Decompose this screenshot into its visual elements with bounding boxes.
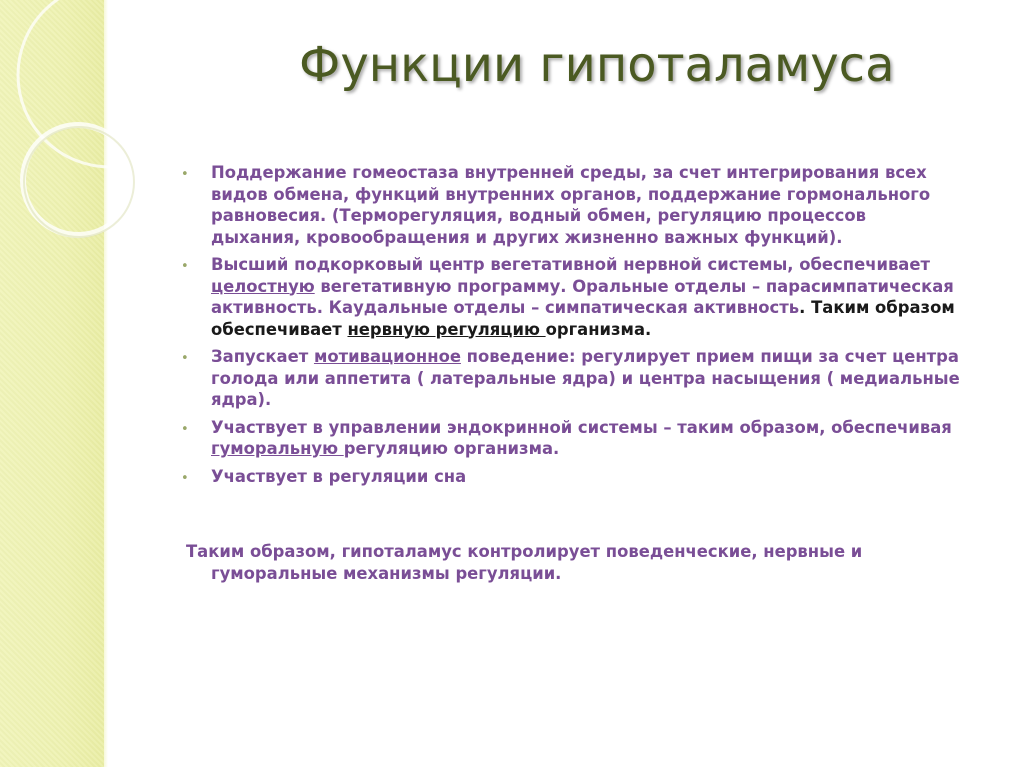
bullet-list [178, 162, 1008, 493]
text-fragment: . [799, 298, 806, 317]
text-line: Поддержание гомеостаза внутренней среды, за счет интегрирования всех [211, 163, 927, 182]
bullet-item-sleep [178, 466, 1008, 488]
decorative-circle-shadow [24, 127, 134, 237]
text-fragment: регуляцию организма. [343, 439, 560, 458]
text-fragment: поведение: регулирует прием пищи за счет центра [460, 347, 959, 366]
text-line: Участвует в управлении эндокринной системы – таким образом, обеспечивая [211, 417, 952, 437]
bullet-marker: • [181, 259, 189, 274]
text-line: Участвует в регуляции сна [211, 466, 467, 486]
text-line: ядра). [211, 390, 272, 409]
bullet-text [211, 417, 1008, 460]
bullet-marker: • [181, 351, 189, 366]
text-line: Таким образом, гипоталамус контролирует поведенческие, нервные и [186, 542, 863, 561]
bullet-item-motivation [178, 346, 1008, 411]
text-fragment: обеспечивает [211, 319, 348, 339]
text-line [211, 319, 1008, 341]
text-fragment: Запускает [211, 347, 314, 366]
conclusion-text [186, 541, 1006, 584]
underlined-term: гуморальную [211, 439, 344, 458]
text-line [211, 438, 1008, 460]
text-line [211, 276, 1008, 298]
text-line [211, 346, 1008, 368]
bullet-marker: • [181, 470, 189, 486]
bullet-marker: • [181, 421, 189, 437]
text-line: видов обмена, функций внутренних органов, поддержание гормонального [211, 184, 931, 204]
text-line: дыхания, кровообращения и других жизненно важных функций). [211, 227, 843, 247]
underlined-term: мотивационное [313, 347, 461, 366]
bullet-text [211, 466, 1008, 488]
decorative-circles [0, 0, 140, 260]
bullet-item-homeostasis [178, 162, 1008, 248]
bullet-text [211, 254, 1008, 340]
text-line: голода или аппетита ( латеральные ядра) и центра насыщения ( медиальные [211, 368, 960, 388]
underlined-term: целостную [211, 276, 315, 296]
text-line: гуморальные механизмы регуляции. [211, 563, 562, 583]
text-fragment: вегетативную программу. Оральные отделы – парасимпатическая [314, 276, 954, 296]
text-fragment: активность. Каудальные отделы – симпатическая активность [211, 298, 800, 317]
text-fragment: организма. [545, 319, 652, 339]
text-line: Высший подкорковый центр вегетативной нервной системы, обеспечивает [211, 255, 930, 274]
bullet-item-endocrine [178, 417, 1008, 460]
emphasis-text: Таким образом [805, 298, 955, 317]
slide-title: Функции гипоталамуса [299, 37, 895, 93]
text-line: равновесия. (Терморегуляция, водный обмен, регуляцию процессов [211, 206, 867, 225]
bullet-marker: • [181, 167, 189, 182]
bullet-item-autonomic-center [178, 254, 1008, 340]
bullet-text [211, 162, 1008, 248]
underlined-term: нервную регуляцию [347, 319, 546, 339]
bullet-text [211, 346, 1008, 411]
text-line [211, 297, 1008, 319]
